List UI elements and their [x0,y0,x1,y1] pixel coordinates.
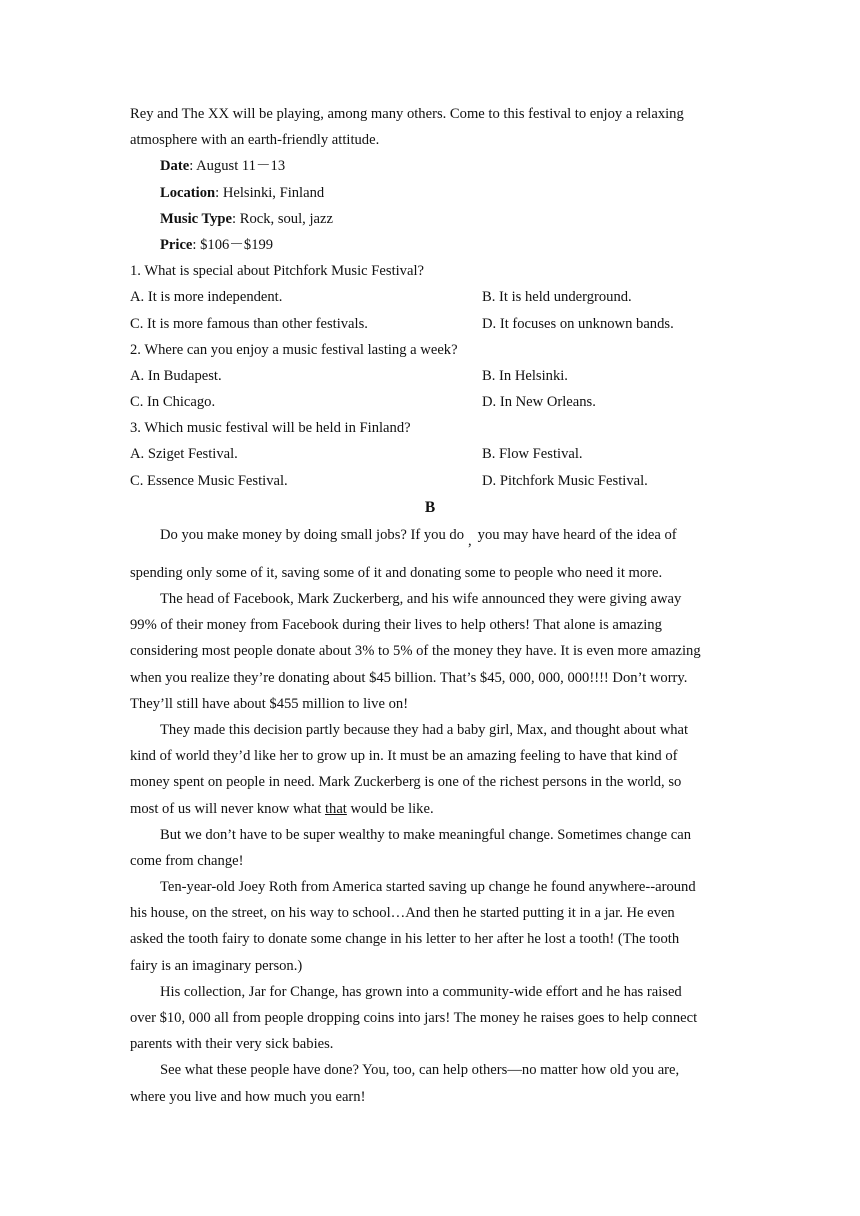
festival-location [130,180,730,206]
festival-music-type [130,206,730,232]
price-label: Price [160,236,193,253]
intro-line: Rey and The XX will be playing, among many others. Come to this festival to enjoy a relaxing [130,106,684,122]
question-3 [130,415,730,494]
paragraph-5-line: asked the tooth fairy to donate some change in his letter to her after he lost a tooth! (The tooth [130,931,680,948]
options-row [130,363,730,389]
text-run: you may have heard of the idea of [477,526,677,543]
paragraph-5-line: Ten-year-old Joey Roth from America started saving up change he found anywhere--around [160,879,696,896]
paragraph-5-line: his house, on the street, on his way to school…And then he started putting it in a jar. He even [130,905,675,922]
option-c: C. In Chicago. [130,394,216,411]
option-d: D. In New Orleans. [482,394,596,411]
paragraph-6-line: parents with their very sick babies. [130,1036,334,1053]
option-a: A. Sziget Festival. [130,446,238,463]
question-text: 2. Where can you enjoy a music festival lasting a week? [130,341,458,358]
paragraph-3-line: money spent on people in need. Mark Zuckerberg is one of the richest persons in the world, so [130,774,682,791]
comma: , [468,532,472,549]
question-1 [130,258,730,337]
date-value: : August 11－13 [189,158,286,175]
paragraph-2-line: considering most people donate about 3% to 5% of the money they have. It is even more amazing [130,643,701,660]
option-b: B. It is held underground. [482,289,632,306]
paragraph-7-line: See what these people have done? You, too, can help others—no matter how old you are, [160,1062,680,1079]
options-row [130,284,730,310]
text-run: Do you make money by doing small jobs? If you do [160,526,464,543]
paragraph-3-line: kind of world they’d like her to grow up in. It must be an amazing feeling to have that kind of [130,748,678,765]
option-b: B. Flow Festival. [482,446,583,463]
paragraph-6-line: over $10, 000 all from people dropping coins into jars! The money he raises goes to help connect [130,1010,698,1026]
options-row [130,441,730,467]
option-a: A. In Budapest. [130,367,222,384]
paragraph-3-line [130,796,730,822]
music-label: Music Type [160,210,233,227]
option-d: D. It focuses on unknown bands. [482,315,674,332]
festival-date [130,153,730,179]
option-a: A. It is more independent. [130,289,283,306]
underlined-word: that [324,800,347,817]
price-value: : $106－$199 [192,236,274,253]
paragraph-6-line: His collection, Jar for Change, has grown into a community-wide effort and he has raised [160,983,682,1000]
paragraph-2-line: The head of Facebook, Mark Zuckerberg, and his wife announced they were giving away [160,591,682,607]
text-run: most of us will never know what [130,800,325,817]
music-value: : Rock, soul, jazz [232,210,333,227]
paragraph-3-line: They made this decision partly because they had a baby girl, Max, and thought about what [160,721,689,738]
intro-line: atmosphere with an earth-friendly attitude. [130,132,380,149]
paragraph-5-line: fairy is an imaginary person.) [130,957,303,974]
option-c: C. Essence Music Festival. [130,472,288,489]
question-text: 3. Which music festival will be held in Finland? [130,420,411,437]
date-label: Date [160,158,190,175]
paragraph-1-line: spending only some of it, saving some of it and donating some to people who need it more. [130,564,663,581]
paragraph-1-line [130,522,730,560]
text-run: would be like. [346,800,434,817]
option-b: B. In Helsinki. [482,367,568,384]
paragraph-2-line: 99% of their money from Facebook during their lives to help others! That alone is amazing [130,617,662,634]
paragraph-7-line: where you live and how much you earn! [130,1088,366,1105]
location-value: : Helsinki, Finland [215,184,325,201]
options-row [130,389,730,415]
festival-price [130,232,730,258]
paragraph-4-line: But we don’t have to be super wealthy to make meaningful change. Sometimes change can [160,826,692,843]
options-row [130,468,730,494]
option-c: C. It is more famous than other festivals. [130,315,368,332]
document-page [130,101,730,1110]
options-row [130,311,730,337]
section-heading: B [424,498,436,516]
question-2 [130,337,730,416]
location-label: Location [160,184,216,201]
paragraph-2-line: when you realize they’re donating about $45 billion. That’s $45, 000, 000, 000!!!! Don’t worry. [130,669,688,686]
question-text: 1. What is special about Pitchfork Music Festival? [130,263,424,280]
paragraph-4-line: come from change! [130,852,244,869]
option-d: D. Pitchfork Music Festival. [482,472,648,489]
paragraph-2-line: They’ll still have about $455 million to live on! [130,695,409,712]
